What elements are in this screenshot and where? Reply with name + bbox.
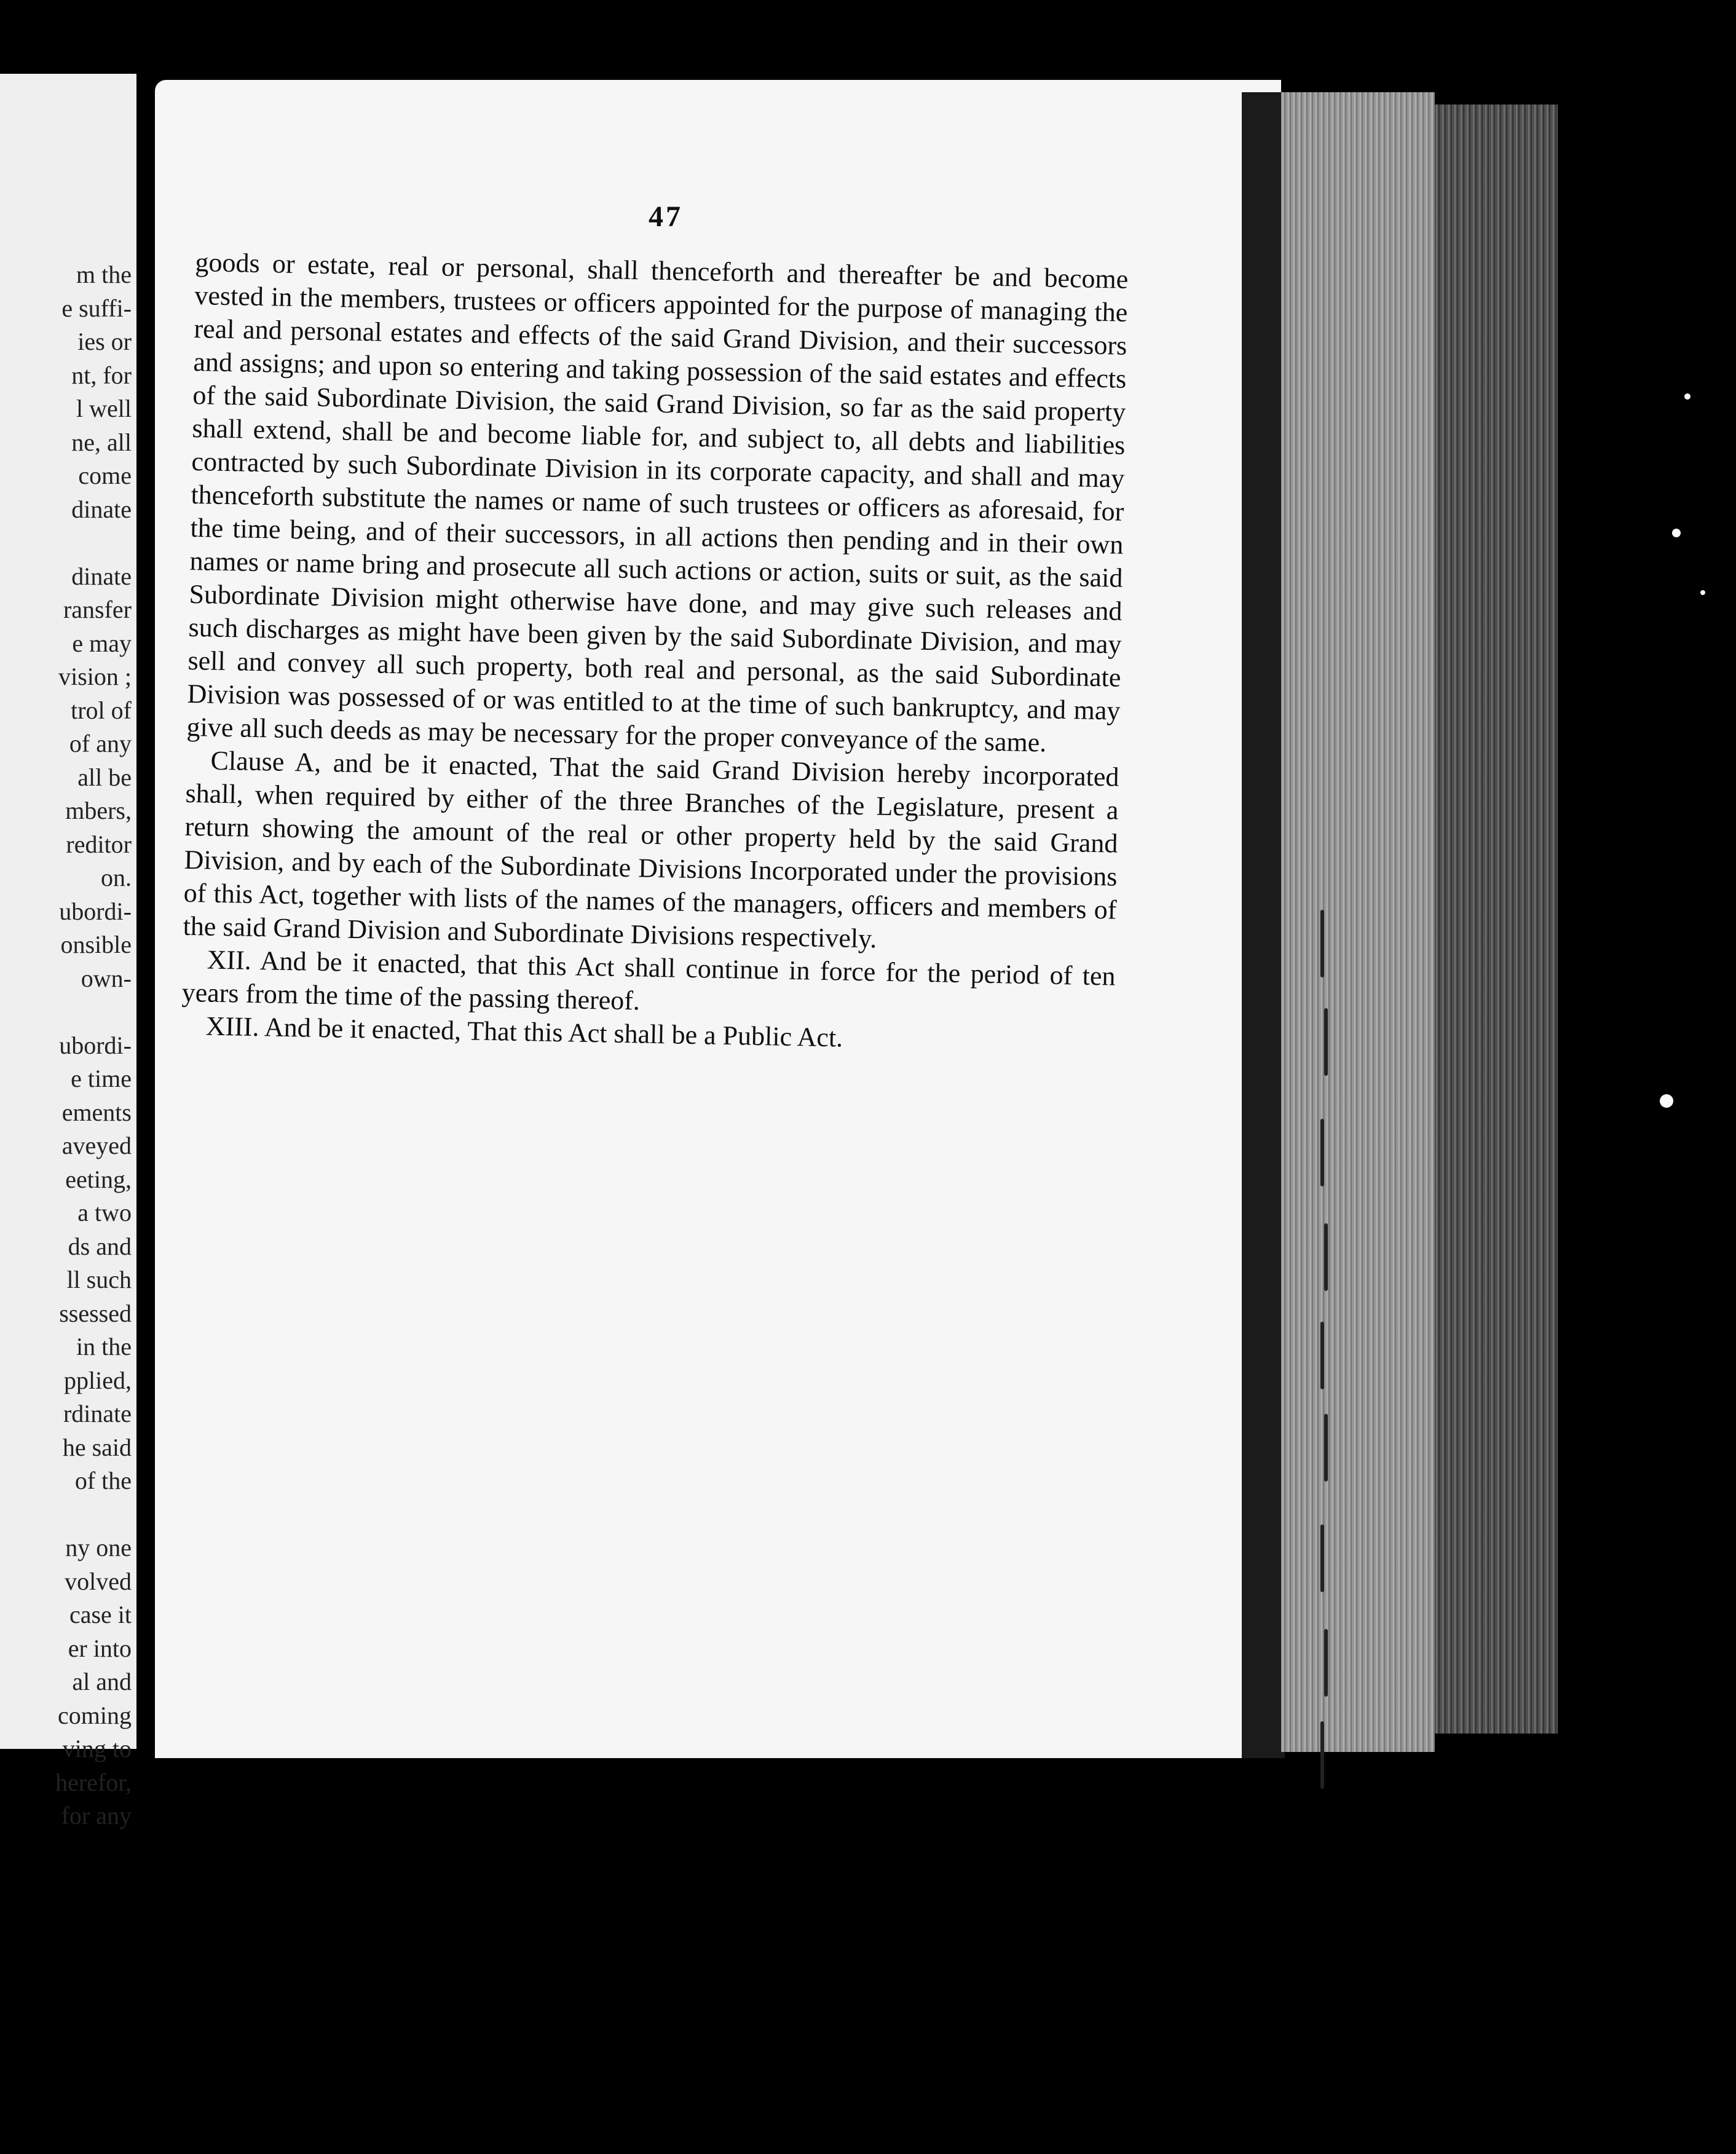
fore-edge-mark [1320,1322,1324,1389]
page-shadow [1242,92,1285,1758]
facing-page-line: ubordi- [59,897,132,925]
page-number: 47 [649,200,683,233]
facing-page-line: ny one [65,1534,132,1561]
facing-page-line: dinate [71,562,132,590]
facing-page-line: ving to [62,1735,132,1762]
fore-edge-mark [1320,1119,1324,1186]
facing-page-line: l well [76,395,132,422]
facing-page-line: own- [81,964,132,992]
fore-edge-mark [1324,1008,1328,1076]
facing-page-line: of any [69,730,132,757]
facing-page-line: eeting, [65,1165,132,1193]
fore-edge-mark [1320,910,1324,977]
paragraph-section-xiii: XIII. And be it enacted, That this Act shall be a Public Act. [205,1011,843,1053]
facing-page-line: ssessed [59,1299,132,1327]
facing-page-line: nt, for [71,361,132,389]
facing-page-line: he said [62,1433,132,1461]
facing-page-line: mbers, [65,797,132,824]
facing-page-line: ements [61,1098,132,1126]
facing-page-line: er into [68,1634,132,1662]
facing-page-line: al and [72,1668,132,1695]
facing-page-line: ransfer [63,596,132,623]
fore-edge-mark [1324,1223,1328,1291]
fore-edge-mark [1320,1721,1324,1789]
facing-page-line: case it [69,1601,132,1628]
facing-page-line: all be [77,763,132,791]
fore-edge-mark [1324,1629,1328,1697]
fore-edge-mark [1320,1525,1324,1592]
facing-page-line: a two [77,1199,132,1226]
facing-page-line: e may [72,629,132,657]
book-fore-edge [1281,92,1435,1752]
facing-page-line: herefor, [55,1768,132,1796]
facing-page-line: ds and [68,1232,132,1260]
facing-page-line: rdinate [63,1400,132,1427]
paragraph-section-xii: XII. And be it enacted, that this Act shall continue in force for the period of ten years from the time of the passing thereof. [181,944,1116,1016]
paragraph-continuation: goods or estate, real or personal, shall thenceforth and thereafter be and become vested in the members, trustees or officers appointed for the purpose of managing the real and personal estates and effects of the said Grand Division, and their successors and assigns; and upon so entering and taking possession of the said estates and effects of the said Subordinate Division, the said Grand Division, so far as the said property shall extend, shall be and become liable for, and subject to, all debts and liabilities contracted by such Subordinate Division in its corporate capacity, and shall and may thenceforth substitute the names or name of such trustees or officers as aforesaid, for the time being, and of their successors, in all actions then pending and in their own names or name bring and prosecute all such actions or action, suits or suit, as the said Subordinate Division might otherwise have done, and may give such releases and such discharges as might have been given by the said Subordinate Division, and may sell and convey all such property, both real and personal, as the said Subordinate Division was possessed of or was entitled to at the time of such bankruptcy, and may give all such deeds as may be necessary for the proper conveyance of the same. [186,247,1129,758]
facing-page-line: pplied, [64,1366,132,1394]
paragraph-clause-a: Clause A, and be it enacted, That the said Grand Division hereby incorporated shall, when required by either of the three Branches of the Legislature, present a return showing the amount of the real or other property held by the said Grand Division, and by each of the Subordinate Divisions Incorporated under the provisions of this Act, together with lists of the names of the managers, officers and members of the said Grand Division and Subordinate Divisions respectively. [183,745,1119,954]
facing-page-line: ne, all [71,428,132,456]
facing-page-line: coming [58,1701,132,1729]
facing-page-line: in the [76,1333,132,1360]
facing-page-line: of the [74,1467,132,1494]
facing-page-line: reditor [66,830,132,858]
facing-page-line: on. [101,864,132,891]
dust-speck [1660,1094,1673,1108]
facing-page-line: dinate [71,495,132,523]
facing-page-line: come [78,462,132,489]
facing-page-line: onsible [60,931,132,958]
facing-page-line: ll such [66,1266,132,1293]
fore-edge-mark [1324,1414,1328,1481]
dust-speck [1684,393,1691,400]
page-body [181,246,1128,1060]
facing-page-line: vision ; [58,663,132,690]
facing-page-line: volved [65,1567,132,1595]
facing-page-line: trol of [71,696,132,724]
facing-page-line: e time [71,1065,132,1092]
facing-page-line: for any [61,1802,132,1829]
dust-speck [1672,529,1681,537]
facing-page-line: aveyed [61,1132,132,1159]
facing-page-line: m the [76,261,132,288]
dust-speck [1700,590,1705,595]
facing-page-fragment [0,74,136,1829]
book-fore-edge-back [1435,105,1558,1734]
facing-page-line: ies or [77,328,132,355]
facing-page-line: ubordi- [59,1031,132,1059]
facing-page-line: e suffi- [61,294,132,322]
